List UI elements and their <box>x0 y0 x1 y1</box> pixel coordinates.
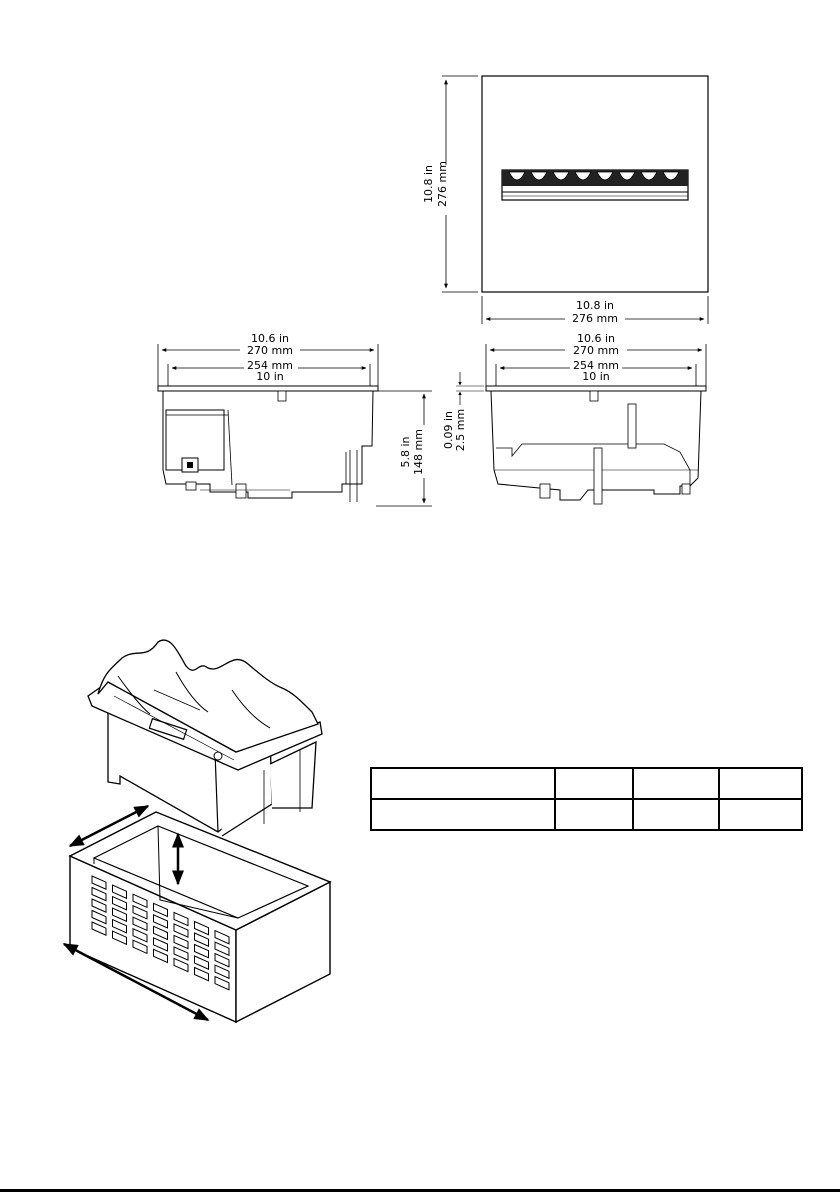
table-cell <box>371 799 555 830</box>
table-cell <box>633 799 719 830</box>
table-cell <box>633 768 719 799</box>
right-flange-mm: 2.5 mm <box>454 408 467 452</box>
left-inner-in: 10 in <box>256 370 284 383</box>
left-inner-mm: 254 mm <box>247 359 293 372</box>
backbox-isometric <box>64 806 330 1022</box>
top-width-dimension <box>482 296 708 325</box>
right-inner-in: 10 in <box>582 370 610 383</box>
table-row <box>371 768 802 799</box>
side-view-right <box>442 332 706 504</box>
side-view-left <box>158 332 432 506</box>
left-overall-mm: 270 mm <box>247 344 293 357</box>
right-flange-in: 0.09 in <box>442 410 455 450</box>
table-cell <box>555 799 633 830</box>
table-cell <box>719 799 802 830</box>
table-cell <box>371 768 555 799</box>
spec-table <box>370 767 803 831</box>
left-depth-mm: 148 mm <box>412 429 425 475</box>
left-depth-in: 5.8 in <box>399 436 412 468</box>
top-height-in: 10.8 in <box>422 164 435 204</box>
top-width-mm: 276 mm <box>572 312 618 325</box>
table-cell <box>719 768 802 799</box>
top-view <box>422 76 708 325</box>
table-row <box>371 799 802 830</box>
speaker-isometric <box>88 640 322 836</box>
speaker-slot <box>502 170 688 200</box>
top-width-in: 10.8 in <box>575 299 615 312</box>
table-cell <box>555 768 633 799</box>
right-inner-mm: 254 mm <box>573 359 619 372</box>
top-height-dimension <box>422 76 478 292</box>
left-overall-in: 10.6 in <box>250 332 290 345</box>
top-height-mm: 276 mm <box>436 161 449 207</box>
right-overall-mm: 270 mm <box>573 344 619 357</box>
right-overall-in: 10.6 in <box>576 332 616 345</box>
